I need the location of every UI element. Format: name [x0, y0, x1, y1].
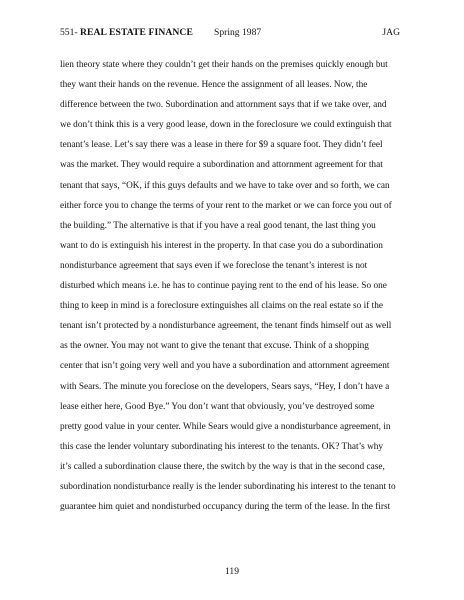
- text-line: as the owner. You may not want to give the tenant that excuse. Think of a shopping: [60, 341, 369, 352]
- text-line: pretty good value in your center. While Sears would give a nondisturbance agreement, in: [60, 421, 391, 432]
- text-line: it’s called a subordination clause there, the switch by the way is that in the second case,: [60, 461, 385, 472]
- course-title: REAL ESTATE FINANCE: [80, 27, 193, 38]
- page-header: [60, 27, 400, 41]
- author-initials: JAG: [382, 27, 400, 38]
- text-line: the building.” The alternative is that if you have a real good tenant, the last thing you: [60, 220, 376, 231]
- text-line: with Sears. The minute you foreclose on the developers, Sears says, “Hey, I don’t have a: [60, 381, 390, 392]
- text-line: tenant isn’t protected by a nondisturbance agreement, the tenant finds himself out as well: [60, 321, 392, 332]
- text-line: we don’t think this is a very good lease, down in the foreclosure we could extinguish that: [60, 120, 392, 131]
- text-line: thing to keep in mind is a foreclosure extinguishes all claims on the real estate so if the: [60, 301, 383, 312]
- text-line: nondisturbance agreement that says even if we foreclose the tenant’s interest is not: [60, 260, 368, 271]
- text-line: tenant that says, “OK, if this guys defaults and we have to take over and so forth, we can: [60, 180, 390, 191]
- text-line: they want their hands on the revenue. Hence the assignment of all leases. Now, the: [60, 80, 368, 91]
- text-line: want to do is extinguish his interest in the property. In that case you do a subordination: [60, 240, 383, 251]
- text-line: guarantee him quiet and nondisturbed occupancy during the term of the lease. In the first: [60, 502, 391, 513]
- text-line: difference between the two. Subordination and attornment says that if we take over, and: [60, 100, 387, 111]
- course-heading: [60, 27, 193, 38]
- course-number: 551-: [60, 27, 78, 38]
- text-line: was the market. They would require a subordination and attornment agreement for that: [60, 160, 383, 171]
- text-line: either force you to change the terms of your rent to the market or we can force you out of: [60, 200, 392, 211]
- text-line: lease either here, Good Bye.” You don’t want that obviously, you’ve destroyed some: [60, 401, 375, 412]
- text-line: this case the lender voluntary subordinating his interest to the tenants. OK? That’s why: [60, 441, 384, 452]
- transcript-body: [60, 55, 406, 517]
- text-line: lien theory state where they couldn’t get their hands on the premises quickly enough but: [60, 60, 388, 70]
- text-line: center that isn’t going very well and you have a subordination and attornment agreement: [60, 361, 390, 372]
- text-line: subordination nondisturbance really is the lender subordinating his interest to the tenant to: [60, 481, 396, 492]
- text-line: tenant’s lease. Let’s say there was a lease in there for $9 a square foot. They didn’t feel: [60, 140, 383, 151]
- text-line: disturbed which means i.e. he has to continue paying rent to the end of his lease. So one: [60, 281, 387, 292]
- term-label: Spring 1987: [214, 27, 262, 38]
- page-number: 119: [224, 566, 240, 577]
